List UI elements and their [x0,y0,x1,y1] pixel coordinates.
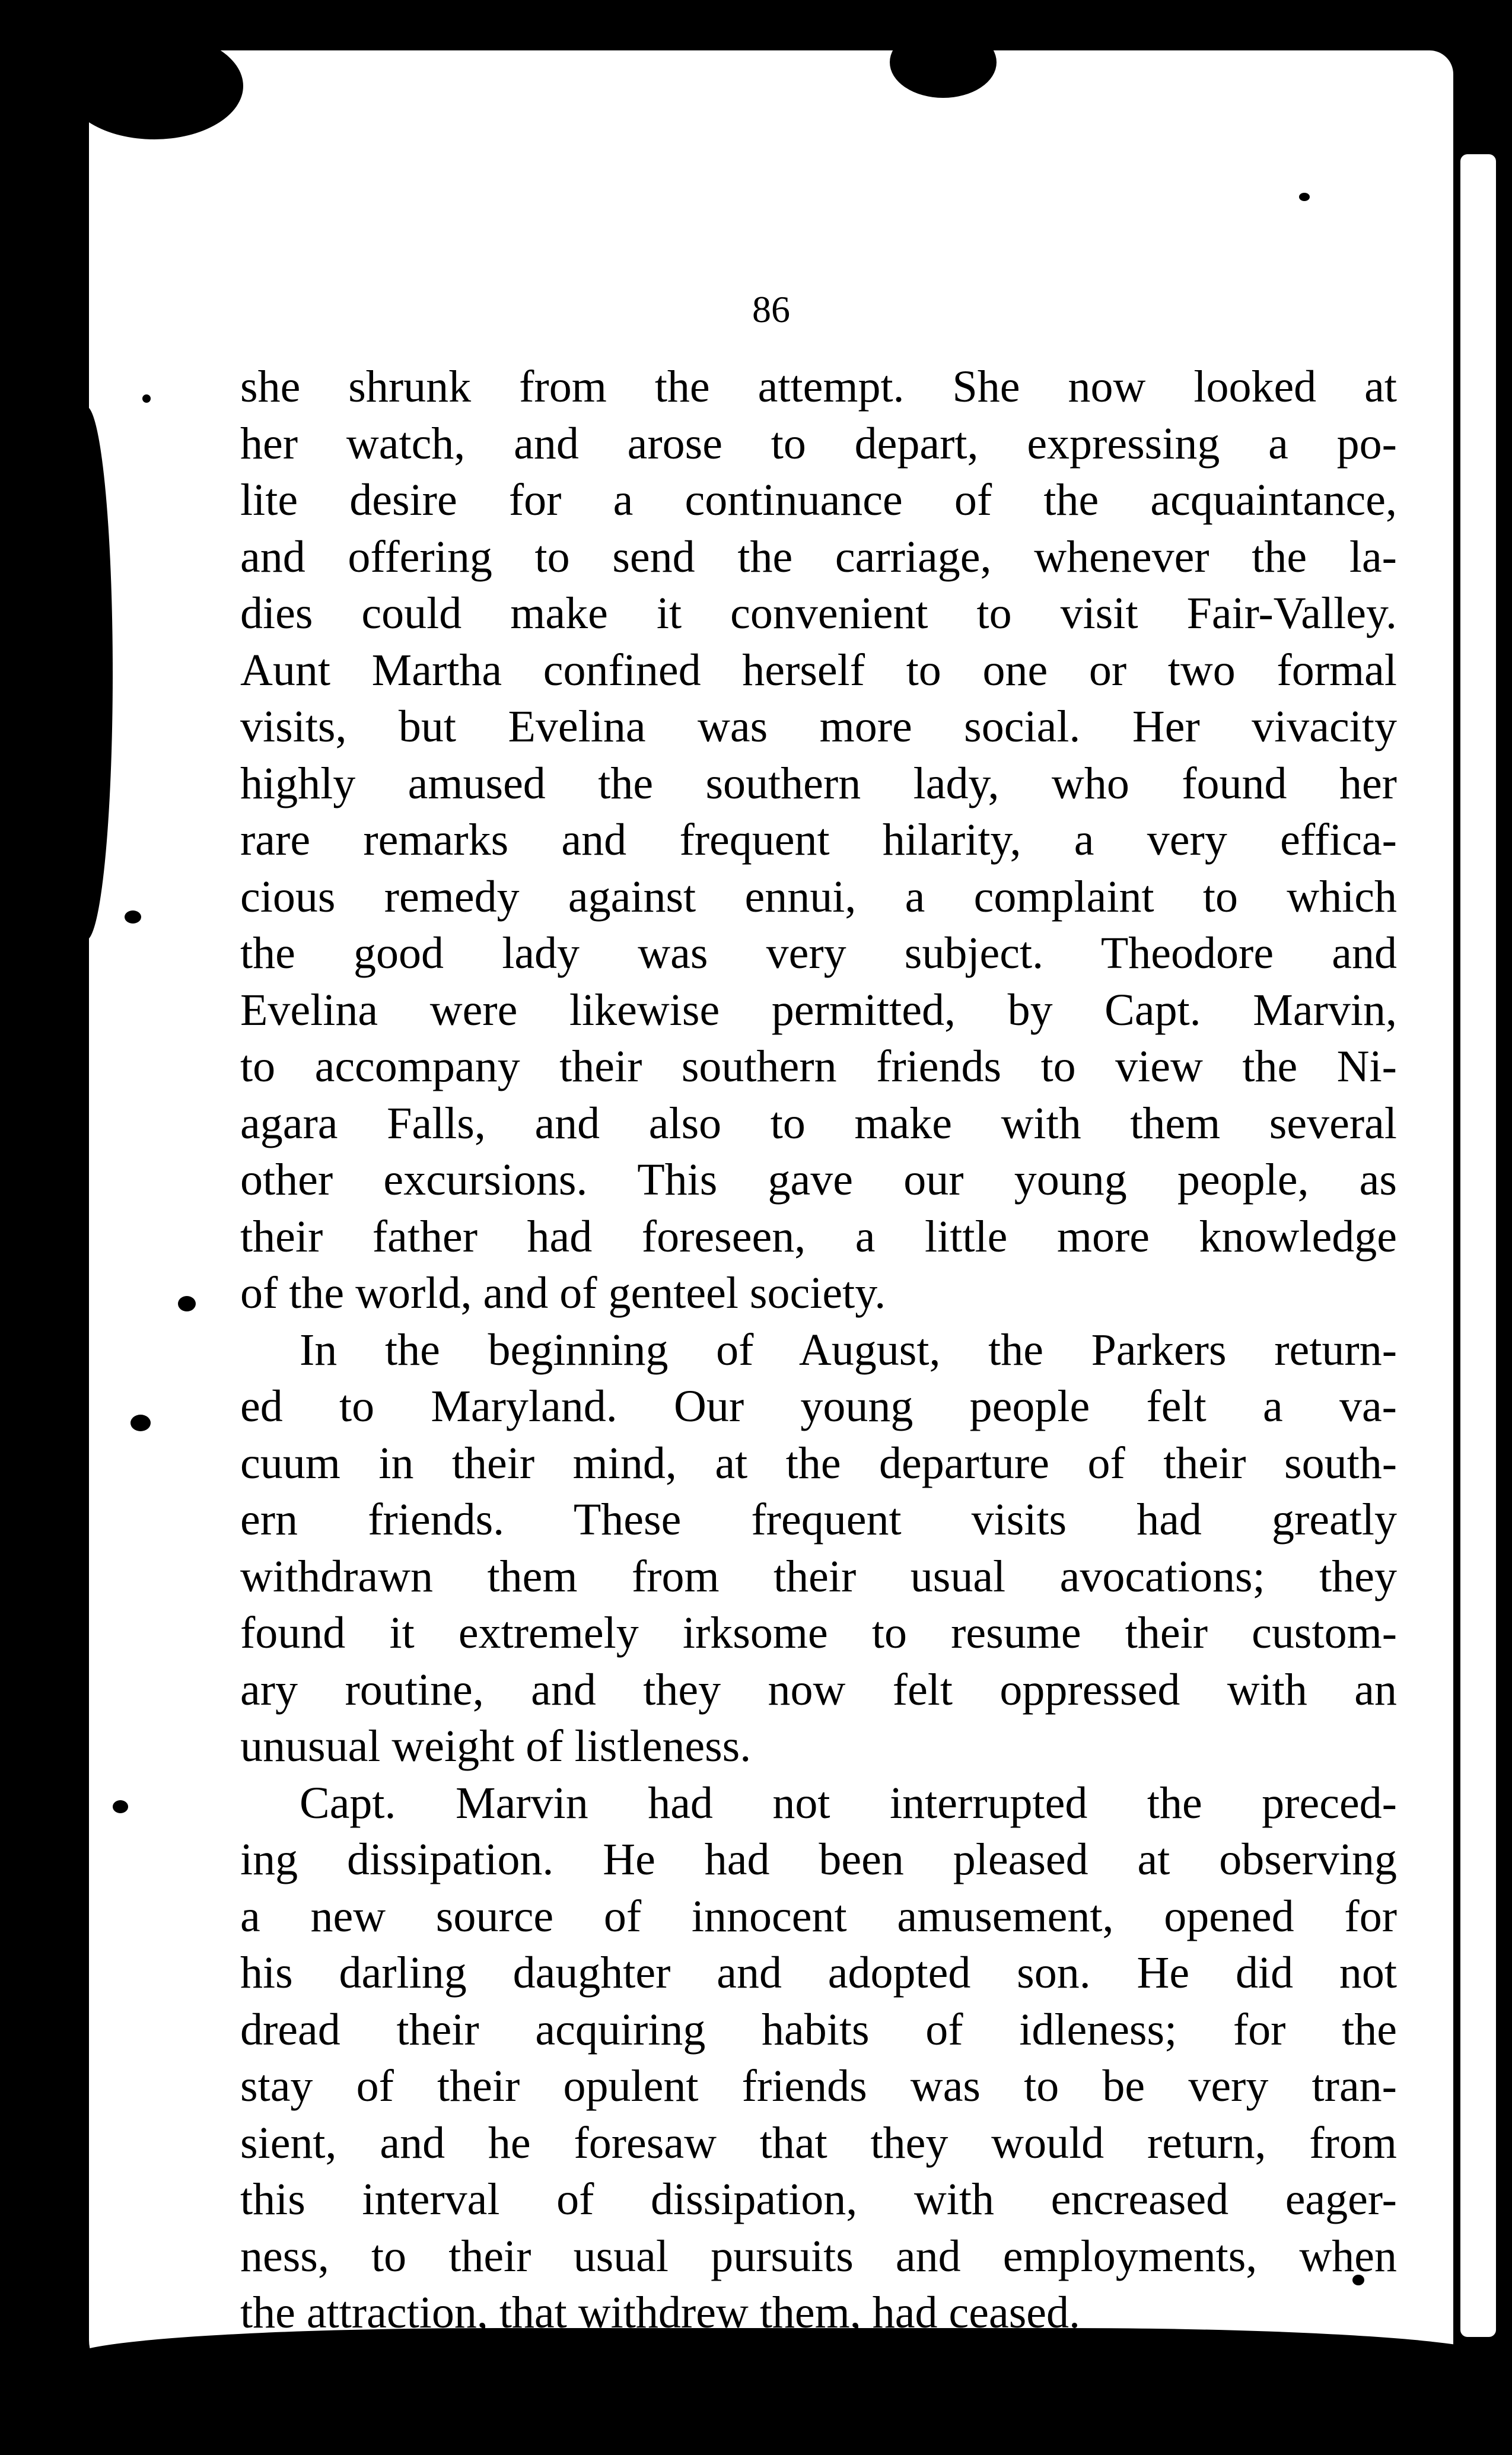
text-line: and offering to send the carriage, whenever the la- [240,531,1397,582]
text-line: ed to Maryland. Our young people felt a va- [240,1381,1397,1431]
text-line: the good lady was very subject. Theodore and [240,928,1397,978]
text-line: other excursions. This gave our young people, as [240,1155,1397,1205]
text-line: cious remedy against ennui, a complaint to which [240,871,1397,922]
text-line: dread their acquiring habits of idleness; for the [240,2004,1397,2055]
text-line: In the beginning of August, the Parkers return- [300,1324,1397,1375]
text-line: unusual weight of listleness. [240,1721,752,1771]
text-line: the attraction, that withdrew them, had ceased. [240,2288,1081,2338]
speck [1299,193,1310,201]
edge-damage-top [890,27,997,98]
text-line: her watch, and arose to depart, expressing a po- [240,418,1397,469]
book-page [89,50,1453,2451]
text-line: dies could make it convenient to visit Fair-Valley. [240,588,1397,638]
body-text [240,359,1397,2455]
text-line: sient, and he foresaw that they would return, from [240,2118,1397,2168]
page-number: 86 [752,288,790,330]
text-line: withdrawn them from their usual avocations; they [240,1551,1397,1601]
text-line: and apparent ennui: but wished, by letting them [240,2401,1397,2451]
text-line: He now took no notice of their listless demeanor [300,2344,1397,2394]
text-line: their father had foreseen, a little more knowledge [240,1211,1397,1262]
text-line: visits, but Evelina was more social. Her vivacity [240,702,1397,752]
text-line: agara Falls, and also to make with them several [240,1098,1397,1148]
speck [178,1296,196,1311]
text-line: highly amused the southern lady, who found her [240,758,1397,808]
adjacent-page-edge [1460,154,1496,2337]
text-line: lite desire for a continuance of the acquaintance, [240,475,1397,525]
text-line: his darling daughter and adopted son. He did not [240,1948,1397,1998]
edge-damage-top-left [65,33,243,139]
text-line: ness, to their usual pursuits and employments, when [240,2231,1397,2281]
text-line: to accompany their southern friends to view the Ni- [240,1042,1397,1091]
edge-damage-left [59,406,113,940]
text-line: Capt. Marvin had not interrupted the preced- [300,1778,1397,1828]
text-line: found it extremely irksome to resume their custom- [240,1608,1397,1658]
text-line: ing dissipation. He had been pleased at observing [240,1835,1397,1884]
text-line: Evelina were likewise permitted, by Capt. Marvin, [240,985,1397,1035]
speck [130,1415,151,1431]
speck [113,1800,128,1813]
text-line: stay of their opulent friends was to be very tran- [240,2061,1397,2111]
text-line: a new source of innocent amusement, opened for [240,1891,1397,1941]
speck [142,394,151,403]
speck [125,910,141,924]
text-line: rare remarks and frequent hilarity, a very effica- [240,815,1397,865]
text-line: cuum in their mind, at the departure of their south- [240,1438,1397,1488]
text-line: of the world, and of genteel society. [240,1268,886,1318]
text-line: she shrunk from the attempt. She now looked at [240,362,1397,412]
text-line: ern friends. These frequent visits had greatly [240,1495,1397,1545]
text-line: ary routine, and they now felt oppressed with an [240,1664,1397,1715]
text-line: Aunt Martha confined herself to one or two formal [240,645,1397,695]
text-line: this interval of dissipation, with encreased eager- [240,2174,1397,2224]
